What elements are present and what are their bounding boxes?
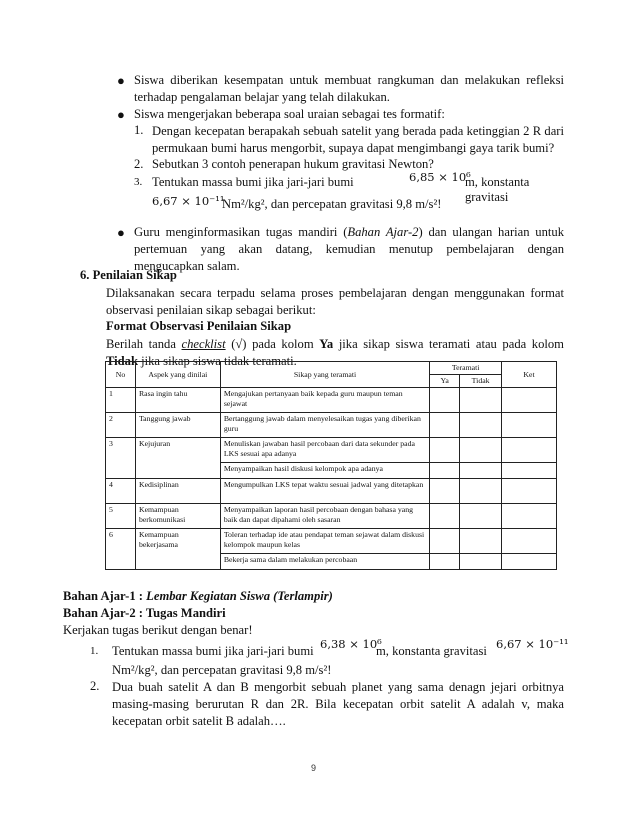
q3-math-radius: 6,85 × 10⁶ — [409, 170, 471, 184]
section6-intro: Dilaksanakan secara terpadu selama proses pembelajaran dengan menggunakan format observasi penilaian sikap sebagai berikut: — [106, 286, 564, 317]
cell-sikap: Mengumpulkan LKS tepat waktu sesuai jadwal yang ditetapkan — [220, 479, 429, 504]
instr-tidak: Tidak — [106, 354, 138, 368]
instr-checklist: checklist — [181, 337, 226, 351]
cell-aspek: Rasa ingin tahu — [135, 388, 220, 413]
guru-text-ital: Bahan Ajar-2 — [347, 225, 419, 239]
t1-text-b: m, konstanta gravitasi — [376, 644, 487, 658]
bullet-guru — [134, 224, 564, 275]
bahan1-label: Bahan Ajar-1 : — [63, 589, 147, 603]
formative-q2: Sebutkan 3 contoh penerapan hukum gravitasi Newton? — [152, 157, 434, 171]
cell-aspek: Tanggung jawab — [135, 413, 220, 438]
cell-ket[interactable] — [502, 388, 557, 413]
header-ket: Ket — [502, 362, 557, 388]
cell-sikap: Mengajukan pertanyaan baik kepada guru maupun teman sejawat — [220, 388, 429, 413]
bullet-icon: ● — [117, 107, 125, 122]
table-row — [106, 479, 557, 504]
header-sikap: Sikap yang teramati — [220, 362, 429, 388]
t1-math-gravity: 6,67 × 10⁻¹¹ — [496, 637, 569, 651]
q2-number: 2. — [134, 157, 144, 171]
cell-no: 6 — [106, 529, 136, 570]
kerjakan-instruction: Kerjakan tugas berikut dengan benar! — [63, 623, 253, 637]
cell-ket[interactable] — [502, 554, 557, 570]
bullet-rangkuman: Siswa diberikan kesempatan untuk membuat rangkuman dan melakukan refleksi terhadap pengalaman belajar yang telah dilakukan. — [134, 73, 564, 104]
bullet-formatif: Siswa mengerjakan beberapa soal uraian sebagai tes formatif: — [134, 107, 445, 121]
header-aspek: Aspek yang dinilai — [135, 362, 220, 388]
cell-sikap: Menyampaikan laporan hasil percobaan dengan bahasa yang baik dan dapat dipahami oleh sasaran — [220, 504, 429, 529]
cell-aspek: Kejujuran — [135, 438, 220, 479]
q3-math-gravity: 6,67 × 10⁻¹¹ — [152, 194, 225, 208]
cell-no: 1 — [106, 388, 136, 413]
cell-ket[interactable] — [502, 463, 557, 479]
cell-no: 5 — [106, 504, 136, 529]
bahan-ajar-1 — [63, 589, 333, 604]
cell-ya[interactable] — [430, 479, 460, 504]
format-title: Format Observasi Penilaian Sikap — [106, 319, 292, 333]
guru-text-a: Guru menginformasikan tugas mandiri ( — [134, 225, 348, 239]
cell-sikap: Bertanggung jawab dalam menyelesaikan tugas yang diberikan guru — [220, 413, 429, 438]
cell-sikap: Bekerja sama dalam melakukan percobaan — [220, 554, 429, 570]
table-row — [106, 529, 557, 554]
bahan-ajar-2: Bahan Ajar-2 : Tugas Mandiri — [63, 606, 226, 620]
cell-ket[interactable] — [502, 529, 557, 554]
cell-tidak[interactable] — [460, 479, 502, 504]
header-ya: Ya — [430, 375, 460, 388]
cell-ya[interactable] — [430, 388, 460, 413]
guru-text-b: ) dan ulangan harian untuk pertemuan yang akan datang, kemudian menutup pembelajaran dengan mengucapkan salam. — [134, 225, 564, 273]
bullet-icon: ● — [117, 73, 125, 88]
observation-table — [105, 361, 557, 570]
table-header-row — [106, 362, 557, 375]
table-row — [106, 388, 557, 413]
tugas-q2: Dua buah satelit A dan B mengorbit sebuah planet yang sama denagn jejari orbitnya masing-masing berurutan R dan 2R. Bila kecepatan orbit satelit A adalah v, maka kecepatan orbit satelit B adalah…. — [112, 680, 564, 728]
formative-q1: Dengan kecepatan berapakah sebuah satelit yang berada pada ketinggian 2 R dari permukaan bumi harus mengorbit, supaya dapat mengimbangi gaya tarik bumi? — [152, 124, 564, 155]
cell-ket[interactable] — [502, 413, 557, 438]
cell-sikap: Menyampaikan hasil diskusi kelompok apa adanya — [220, 463, 429, 479]
cell-tidak[interactable] — [460, 554, 502, 570]
header-no: No — [106, 362, 136, 388]
cell-ya[interactable] — [430, 554, 460, 570]
section6-heading: 6. Penilaian Sikap — [80, 268, 177, 282]
cell-ket[interactable] — [502, 438, 557, 463]
header-tidak: Tidak — [460, 375, 502, 388]
instr-a: Berilah tanda — [106, 337, 176, 351]
cell-no: 2 — [106, 413, 136, 438]
header-teramati: Teramati — [430, 362, 502, 375]
cell-ya[interactable] — [430, 504, 460, 529]
q1-number: 1. — [134, 123, 144, 137]
table-row — [106, 413, 557, 438]
instr-ya: Ya — [319, 337, 334, 351]
cell-aspek: Kemampuan bekerjasama — [135, 529, 220, 570]
cell-tidak[interactable] — [460, 438, 502, 463]
cell-ya[interactable] — [430, 438, 460, 463]
t2-number: 2. — [90, 679, 100, 693]
cell-no: 4 — [106, 479, 136, 504]
cell-tidak[interactable] — [460, 504, 502, 529]
bahan1-title: Lembar Kegiatan Siswa (Terlampir) — [146, 589, 333, 603]
q3-text-a: Tentukan massa bumi jika jari-jari bumi — [152, 175, 354, 189]
cell-tidak[interactable] — [460, 529, 502, 554]
instr-d: jika sikap siswa tidak teramati. — [141, 354, 297, 368]
cell-ya[interactable] — [430, 413, 460, 438]
cell-tidak[interactable] — [460, 388, 502, 413]
cell-tidak[interactable] — [460, 463, 502, 479]
table-row — [106, 438, 557, 463]
q3-text-c: Nm²/kg², dan percepatan gravitasi 9,8 m/s²! — [222, 197, 442, 211]
cell-ket[interactable] — [502, 504, 557, 529]
bullet-icon: ● — [117, 225, 125, 240]
table-row — [106, 504, 557, 529]
cell-ya[interactable] — [430, 463, 460, 479]
cell-aspek: Kedisiplinan — [135, 479, 220, 504]
cell-aspek: Kemampuan berkomunikasi — [135, 504, 220, 529]
cell-sikap: Menuliskan jawaban hasil percobaan dari data sekunder pada LKS sesuai apa adanya — [220, 438, 429, 463]
q3-text-b: m, konstanta gravitasi — [465, 175, 530, 204]
t1-text-c: Nm²/kg², dan percepatan gravitasi 9,8 m/s²! — [112, 663, 332, 677]
t1-math-radius: 6,38 × 10⁶ — [320, 637, 382, 651]
t1-number: 1. — [90, 645, 99, 657]
cell-tidak[interactable] — [460, 413, 502, 438]
cell-no: 3 — [106, 438, 136, 479]
q3-number: 3. — [134, 176, 143, 188]
page-number: 9 — [311, 763, 317, 773]
cell-ket[interactable] — [502, 479, 557, 504]
instr-c: jika sikap siswa teramati atau pada kolom — [338, 337, 564, 351]
t1-text-a: Tentukan massa bumi jika jari-jari bumi — [112, 644, 314, 658]
cell-sikap: Toleran terhadap ide atau pendapat teman sejawat dalam diskusi kelompok maupun kelas — [220, 529, 429, 554]
cell-ya[interactable] — [430, 529, 460, 554]
instr-b: (√) pada kolom — [231, 337, 314, 351]
